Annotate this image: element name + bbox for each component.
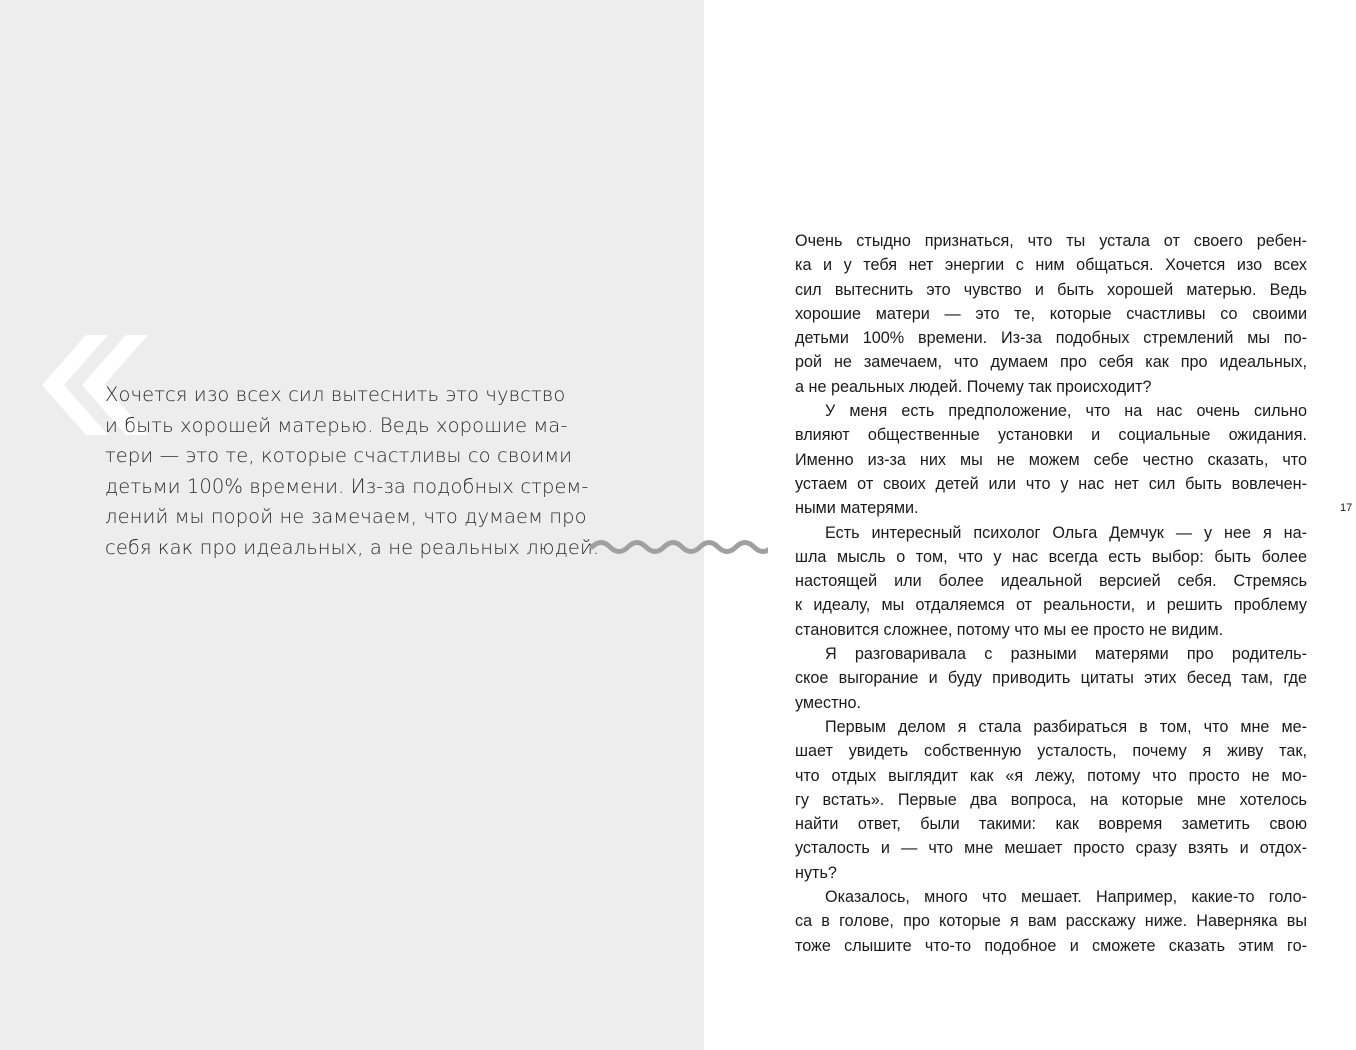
body-line: к идеалу, мы отдаляемся от реальности, и решить проблему — [795, 596, 1307, 615]
pull-quote-line: Хочется изо всех сил вытеснить это чувство — [105, 383, 566, 406]
pull-quote-line: детьми 100% времени. Из-за подобных стрем- — [105, 474, 589, 498]
body-line: гу встать». Первые два вопроса, на которые мне хотелось — [795, 790, 1307, 809]
body-line: шла мысль о том, что у нас всегда есть выбор: быть более — [795, 547, 1307, 566]
pull-quote — [105, 380, 600, 564]
body-line: Оказалось, много что мешает. Например, какие-то голо- — [825, 888, 1307, 907]
body-line: У меня есть предположение, что на нас очень сильно — [825, 402, 1307, 421]
body-line: что отдых выглядит как «я лежу, потому что просто не мо- — [795, 766, 1307, 785]
body-line: устаем от своих детей или что у нас нет сил быть вовлечен- — [795, 474, 1307, 493]
body-line: Первым делом я стала разбираться в том, что мне ме- — [825, 717, 1307, 736]
body-text — [795, 229, 1307, 958]
body-line: Я разговаривала с разными матерями про родитель- — [825, 645, 1307, 664]
body-line: шает увидеть собственную усталость, почему я живу так, — [795, 742, 1307, 761]
body-line: найти ответ, были такими: как вовремя заметить свою — [795, 815, 1307, 834]
body-line: ка и у тебя нет энергии с ним общаться. Хочется изо всех — [795, 256, 1307, 275]
body-line: влияют общественные установки и социальные ожидания. — [795, 426, 1307, 445]
body-line: са в голове, про которые я вам расскажу ниже. Наверняка вы — [795, 912, 1307, 931]
body-line: а не реальных людей. Почему так происходит? — [795, 377, 1152, 396]
pull-quote-line: себя как про идеальных, а не реальных людей. — [105, 535, 600, 559]
body-line: рой не замечаем, что думаем про себя как про идеальных, — [795, 353, 1307, 372]
body-line: детьми 100% времени. Из-за подобных стремлений мы по- — [795, 329, 1307, 348]
wave-divider-icon — [588, 536, 768, 558]
body-line: Есть интересный психолог Ольга Демчук — у нее я на- — [825, 523, 1307, 542]
page-number: 17 — [1340, 502, 1353, 514]
body-line: нуть? — [795, 863, 837, 882]
body-line: настоящей или более идеальной версией себя. Стремясь — [795, 572, 1307, 591]
body-line: сил вытеснить это чувство и быть хорошей матерью. Ведь — [795, 280, 1307, 299]
pull-quote-line: лений мы порой не замечаем, что думаем про — [105, 505, 587, 529]
body-line: Именно из-за них мы не можем себе честно сказать, что — [795, 450, 1307, 469]
body-line: ское выгорание и буду приводить цитаты этих бесед там, где — [795, 669, 1307, 688]
body-line: усталость и — что мне мешает просто сразу взять и отдох- — [795, 839, 1307, 858]
body-line: ными матерями. — [795, 499, 919, 518]
body-line: уместно. — [795, 693, 861, 712]
pull-quote-line: и быть хорошей матерью. Ведь хорошие ма- — [105, 413, 568, 437]
body-line: тоже слышите что-то подобное и сможете сказать этим го- — [795, 936, 1307, 955]
pull-quote-line: тери — это те, которые счастливы со своими — [105, 444, 573, 468]
body-line: хорошие матери — это те, которые счастливы со своими — [795, 304, 1307, 323]
body-line: становится сложнее, потому что мы ее просто не видим. — [795, 620, 1224, 639]
body-line: Очень стыдно признаться, что ты устала от своего ребен- — [795, 232, 1307, 250]
